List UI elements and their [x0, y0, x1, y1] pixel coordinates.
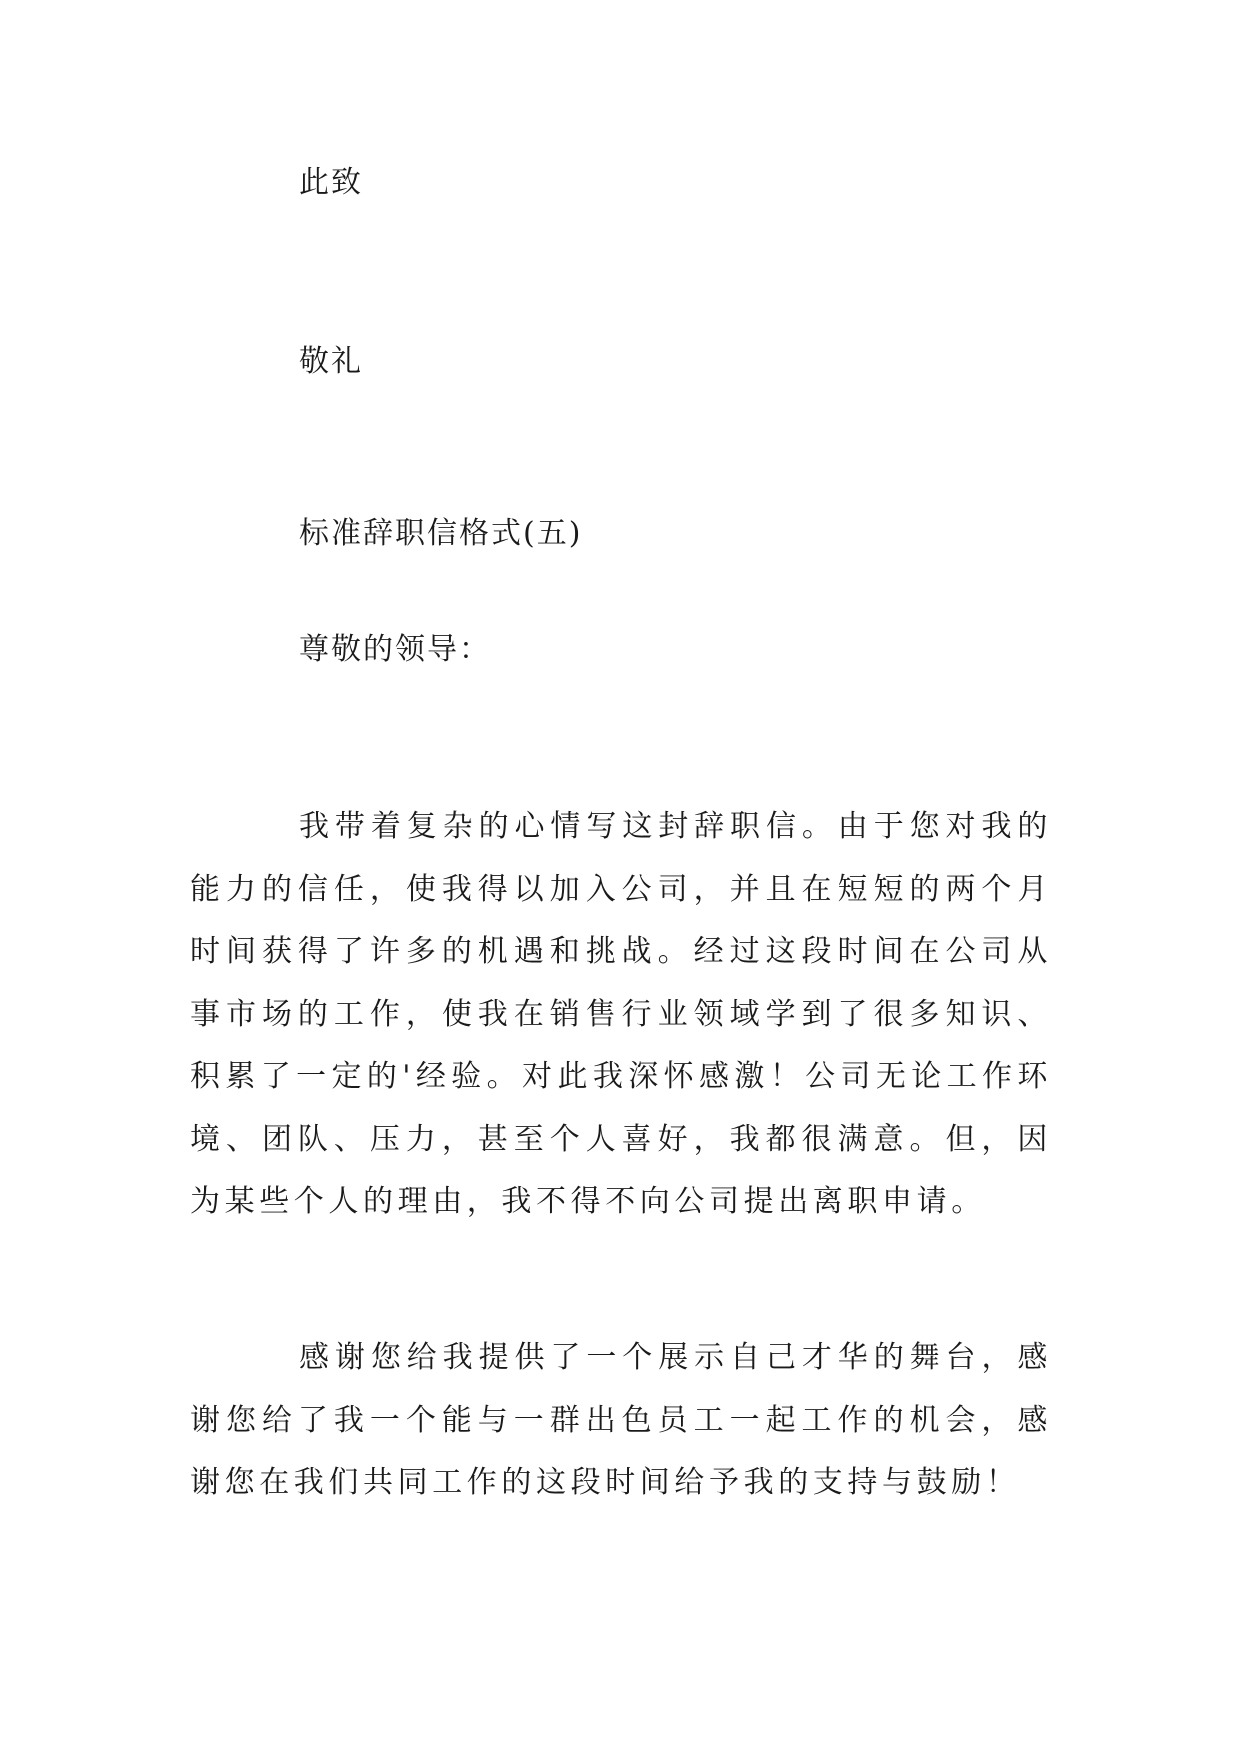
letter-greeting: 尊敬的领导： — [299, 632, 491, 667]
section-title: 标准辞职信格式(五) — [299, 516, 583, 551]
closing-salutation-2: 敬礼 — [299, 344, 363, 379]
closing-salutation-1: 此致 — [299, 165, 363, 200]
body-paragraph-2: 感谢您给我提供了一个展示自己才华的舞台，感谢您给了我一个能与一群出色员工一起工作的机会，感谢您在我们共同工作的这段时间给予我的支持与鼓励！ — [190, 1340, 1052, 1500]
body-paragraph-1: 我带着复杂的心情写这封辞职信。由于您对我的能力的信任，使我得以加入公司，并且在短短的两个月时间获得了许多的机遇和挑战。经过这段时间在公司从事市场的工作，使我在销售行业领域学到了很多知识、积累了一定的'经验。对此我深怀感激！公司无论工作环境、团队、压力，甚至个人喜好，我都很满意。但，因为某些个人的理由，我不得不向公司提出离职申请。 — [190, 809, 1052, 1219]
